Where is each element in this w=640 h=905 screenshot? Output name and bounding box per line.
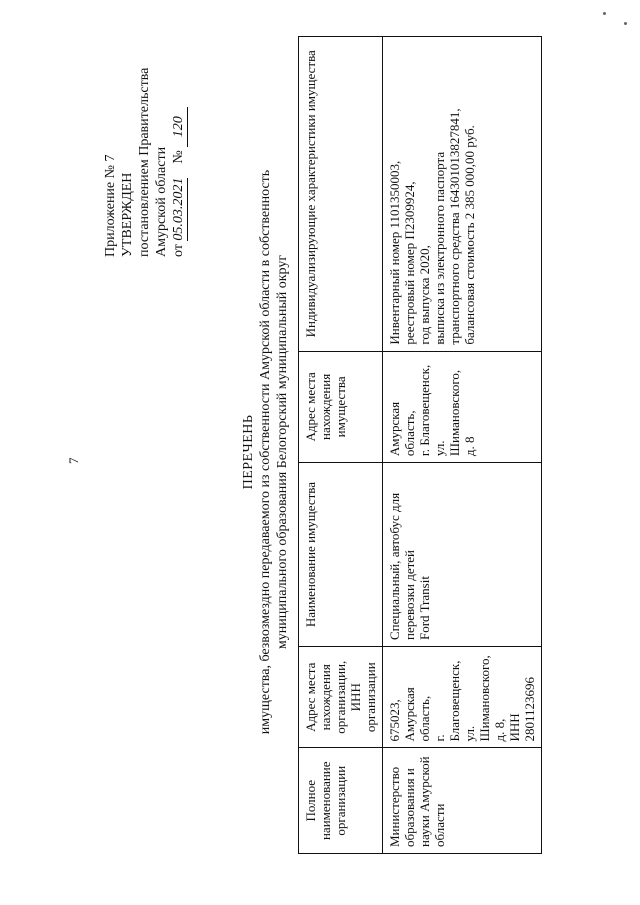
property-address-line: ул. Шимановского,	[432, 369, 462, 457]
org-address-line: д. 8,	[492, 718, 507, 742]
cell-org-address	[383, 647, 542, 748]
characteristic-line: год выпуска 2020,	[417, 245, 432, 345]
approval-block	[102, 68, 188, 257]
org-address-line: 675023, Амурская	[387, 687, 417, 742]
table-row	[383, 37, 542, 854]
header-property-address: Адрес места нахождения имущества	[299, 351, 383, 463]
header-property-name: Наименование имущества	[299, 463, 383, 647]
characteristic-line: транспортного средства 164301013827841,	[447, 108, 462, 345]
cell-property-address	[383, 351, 542, 463]
property-address-line: д. 8	[462, 436, 477, 457]
approval-by-decree: постановлением Правительства	[137, 67, 152, 257]
org-address-line: область,	[417, 695, 432, 742]
property-name-line: Ford Transit	[417, 576, 432, 640]
org-address-line: ул. Шимановского,	[462, 655, 492, 742]
characteristic-line: реестровый номер П2309924,	[402, 181, 417, 345]
title-main: ПЕРЕЧЕНЬ	[241, 414, 256, 490]
cell-characteristics	[383, 37, 542, 352]
characteristic-line: балансовая стоимость 2 385 000,00 руб.	[462, 125, 477, 345]
table-header-row	[299, 37, 383, 854]
scan-speck	[624, 22, 627, 25]
org-address-line: ИНН 2801123696	[507, 676, 537, 742]
approval-region: Амурской области	[154, 146, 169, 257]
header-org-address: Адрес места нахождения организации, ИНН организации	[299, 647, 383, 748]
property-address-line: Амурская область,	[387, 401, 417, 457]
property-table	[298, 36, 542, 854]
org-address-line: г. Благовещенск,	[432, 660, 462, 742]
document-title	[240, 62, 291, 842]
page-number: 7	[66, 457, 81, 464]
header-characteristics: Индивидуализирующие характеристики имущества	[299, 37, 383, 352]
date-prefix: от	[171, 244, 186, 257]
property-name-line: перевозки детей	[402, 550, 417, 640]
property-address-line: г. Благовещенск,	[417, 364, 432, 457]
title-line-3: муниципального образования Белогорский муниципальный округ	[275, 254, 290, 650]
title-line-2: имущества, безвозмездно передаваемого из собственности Амурской области в собственность	[258, 169, 273, 735]
characteristic-line: Инвентарный номер 1101350003,	[387, 160, 402, 345]
rotated-document-sheet	[20, 22, 620, 882]
number-prefix: №	[171, 150, 186, 164]
handwritten-number: 120	[170, 107, 188, 147]
characteristic-line: выписка из электронного паспорта	[432, 151, 447, 345]
handwritten-date: 05.03.2021	[171, 177, 186, 241]
scan-speck	[603, 12, 606, 15]
approval-appendix: Приложение № 7	[103, 154, 118, 257]
approval-approved: УТВЕРЖДЕН	[120, 172, 135, 257]
property-name-line: Специальный, автобус для	[387, 492, 402, 640]
cell-property-name	[383, 463, 542, 647]
header-org-name: Полное наименование организации	[299, 748, 383, 854]
cell-org-name: Министерство образования и науки Амурской области	[383, 748, 542, 854]
approval-date-line	[170, 68, 188, 257]
